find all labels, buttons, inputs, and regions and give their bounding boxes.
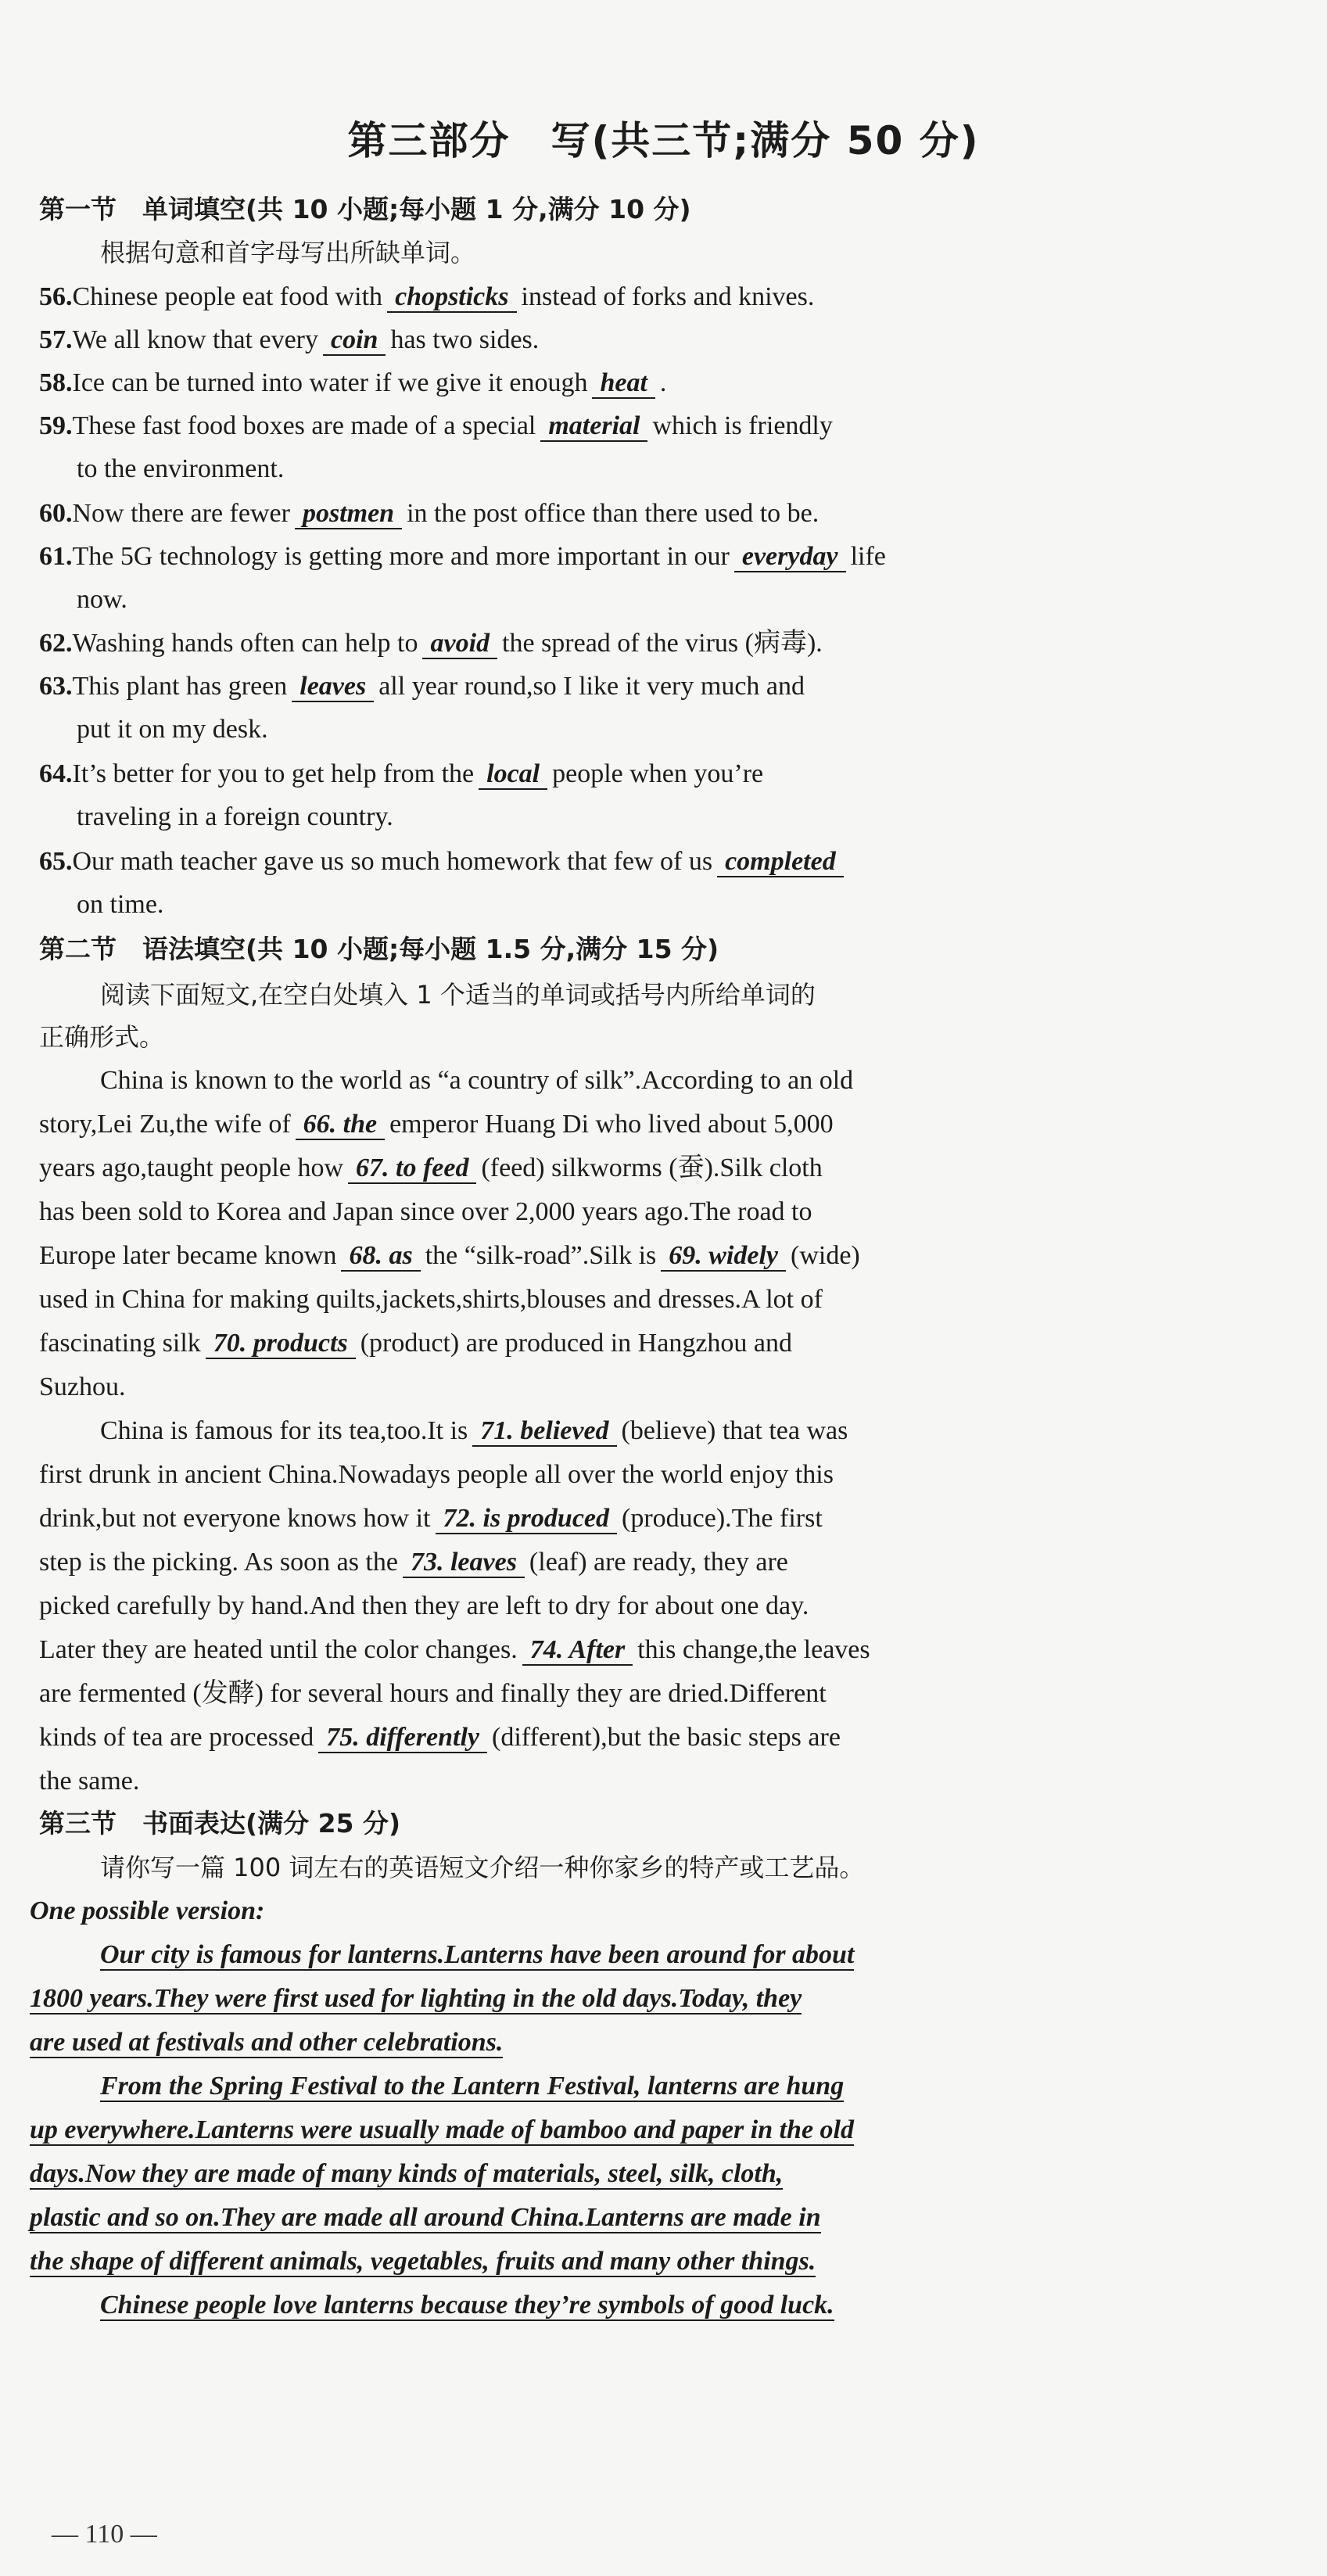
question-65 [39,846,1071,877]
section3-instruction: 请你写一篇 100 词左右的英语短文介绍一种你家乡的特产或工艺品。 [100,1853,865,1882]
question-number: 64. [39,759,73,788]
question-text: which is friendly [652,411,833,440]
passage-text: Later they are heated until the color changes. [39,1635,518,1664]
question-63 [39,671,1071,702]
passage-text: China is famous for its tea,too.It is [100,1416,468,1445]
answer-blank: local [479,760,547,790]
question-number: 63. [39,672,73,701]
question-number: 61. [39,542,73,571]
essay-line [100,1939,1132,1971]
essay-text: plastic and so on.They are made all around China.Lanterns are made in [30,2203,821,2232]
essay-line [100,2290,1132,2321]
question-text: These fast food boxes are made of a special [72,411,536,440]
answer-73: 73. leaves [403,1548,525,1578]
passage-line: the same. [39,1767,140,1796]
question-text: Our math teacher gave us so much homework that few of us [72,847,713,876]
answer-72: 72. is produced [436,1505,618,1534]
essay-line [30,2158,1062,2190]
question-number: 65. [39,847,73,876]
passage-text: (wide) [791,1241,860,1270]
question-number: 60. [39,499,73,528]
essay-text: 1800 years.They were first used for lighting in the old days.Today, they [30,1984,802,2013]
answer-blank: everyday [734,543,846,572]
passage-text: story,Lei Zu,the wife of [39,1110,291,1139]
answer-blank: coin [323,326,386,356]
passage-line [39,1109,1071,1140]
essay-line [30,2246,1062,2277]
question-text: . [659,368,667,397]
section3-heading: 第三节 书面表达(满分 25 分) [39,1808,401,1839]
answer-blank: avoid [422,630,497,659]
answer-74: 74. After [522,1636,633,1666]
answer-blank: completed [717,848,844,877]
question-58 [39,368,1071,399]
question-number: 62. [39,629,73,658]
answer-71: 71. believed [472,1417,616,1447]
question-61-cont: now. [77,585,127,614]
passage-text: emperor Huang Di who lived about 5,000 [389,1110,834,1139]
passage-text: (leaf) are ready, they are [529,1548,788,1577]
part-title: 第三部分 写(共三节;满分 50 分) [347,118,980,163]
essay-line [30,2115,1062,2146]
question-text: has two sides. [390,325,540,354]
passage-line: has been sold to Korea and Japan since over 2,000 years ago.The road to [39,1197,812,1226]
question-text: We all know that every [72,325,318,354]
passage-line [39,1240,1071,1272]
question-text: life [850,542,886,571]
essay-text: Chinese people love lanterns because they’re symbols of good luck. [100,2291,834,2319]
passage-text: (different),but the basic steps are [492,1723,841,1752]
question-text: all year round,so I like it very much and [378,672,805,701]
question-text: The 5G technology is getting more and more important in our [72,542,730,571]
question-60 [39,498,1071,529]
section2-instruction: 阅读下面短文,在空白处填入 1 个适当的单词或括号内所给单词的 [100,980,816,1010]
question-63-cont: put it on my desk. [77,715,268,744]
essay-line [30,2027,1062,2058]
passage-text: kinds of tea are processed [39,1723,314,1752]
essay-line [30,2202,1062,2233]
question-64 [39,759,1071,790]
answer-blank: material [540,412,647,442]
question-62 [39,628,1071,659]
answer-blank: heat [592,369,655,399]
passage-text: the “silk-road”.Silk is [425,1241,657,1270]
question-number: 59. [39,411,73,440]
question-64-cont: traveling in a foreign country. [77,802,393,831]
question-text: Ice can be turned into water if we give it enough [72,368,588,397]
question-57 [39,325,1071,356]
passage-text: (produce).The first [622,1504,823,1533]
passage-text: this change,the leaves [637,1635,870,1664]
passage-line [100,1415,1132,1447]
passage-text: drink,but not everyone knows how it [39,1504,431,1533]
essay-text: are used at festivals and other celebrations. [30,2028,504,2057]
essay-line [100,2071,1132,2102]
passage-text: (product) are produced in Hangzhou and [360,1329,793,1358]
question-text: people when you’re [552,759,764,788]
passage-line: picked carefully by hand.And then they are left to dry for about one day. [39,1591,809,1620]
question-text: in the post office than there used to be. [407,499,820,528]
section1-heading: 第一节 单词填空(共 10 小题;每小题 1 分,满分 10 分) [39,194,691,224]
question-text: instead of forks and knives. [521,282,815,311]
answer-blank: chopsticks [387,283,516,313]
answer-blank: postmen [295,500,402,529]
question-text: This plant has green [72,672,288,701]
passage-text: years ago,taught people how [39,1153,343,1182]
answer-75: 75. differently [318,1724,487,1753]
section2-heading: 第二节 语法填空(共 10 小题;每小题 1.5 分,满分 15 分) [39,934,719,964]
question-61 [39,541,1071,572]
question-text: It’s better for you to get help from the [72,759,475,788]
passage-text: (believe) that tea was [621,1416,848,1445]
answer-70: 70. products [206,1329,356,1359]
answer-69: 69. widely [661,1242,786,1272]
answer-blank: leaves [292,673,374,702]
passage-text: fascinating silk [39,1329,201,1358]
question-text: Washing hands often can help to [72,629,418,658]
passage-line: are fermented (发酵) for several hours and finally they are dried.Different [39,1679,827,1708]
essay-line [30,1983,1062,2015]
passage-line [39,1547,1071,1578]
answer-67: 67. to feed [348,1154,476,1184]
question-text: the spread of the virus (病毒). [502,629,823,658]
question-65-cont: on time. [77,890,164,919]
essay-text: From the Spring Festival to the Lantern Festival, lanterns are hung [100,2072,845,2101]
passage-line: first drunk in ancient China.Nowadays people all over the world enjoy this [39,1460,834,1489]
passage-line: China is known to the world as “a country of silk”.According to an old [100,1066,854,1095]
question-number: 57. [39,325,73,354]
question-59 [39,411,1071,442]
passage-line: Suzhou. [39,1372,126,1401]
passage-text: (feed) silkworms (蚕).Silk cloth [481,1153,823,1182]
page-number: — 110 — [52,2520,157,2549]
section1-instruction: 根据句意和首字母写出所缺单词。 [100,238,476,267]
version-label: One possible version: [30,1896,265,1925]
essay-text: up everywhere.Lanterns were usually made of bamboo and paper in the old [30,2115,854,2144]
essay-text: days.Now they are made of many kinds of materials, steel, silk, cloth, [30,2159,784,2188]
question-number: 56. [39,282,73,311]
answer-66: 66. the [296,1110,385,1140]
passage-text: Europe later became known [39,1241,337,1270]
question-59-cont: to the environment. [77,454,285,483]
passage-line: used in China for making quilts,jackets,shirts,blouses and dresses.A lot of [39,1285,823,1314]
question-text: Chinese people eat food with [72,282,383,311]
answer-68: 68. as [341,1242,420,1272]
passage-line [39,1503,1071,1534]
section2-instruction-cont: 正确形式。 [39,1022,165,1052]
passage-text: step is the picking. As soon as the [39,1548,398,1577]
essay-text: the shape of different animals, vegetables, fruits and many other things. [30,2247,816,2276]
passage-line [39,1153,1071,1184]
essay-text: Our city is famous for lanterns.Lanterns have been around for about [100,1940,855,1969]
question-56 [39,282,1071,313]
question-number: 58. [39,368,73,397]
question-text: Now there are fewer [72,499,290,528]
passage-line [39,1328,1071,1359]
passage-line [39,1722,1071,1753]
passage-line [39,1634,1071,1666]
